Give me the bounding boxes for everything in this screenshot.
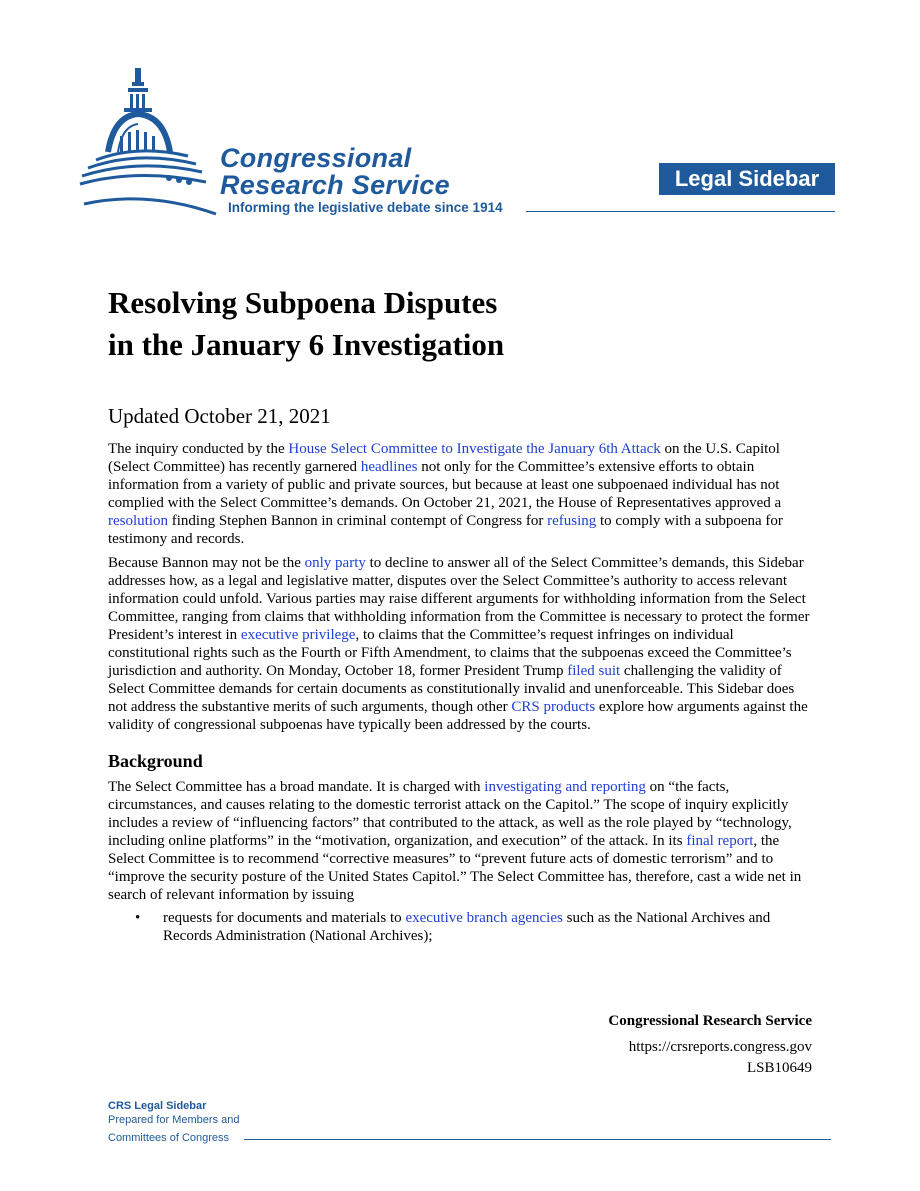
paragraph-1 bbox=[108, 440, 812, 549]
text: to decline to answer all of the Select Committee’s demands, this Sidebar addresses how, as a legal and legislative matter, disputes over the Select Committee’s authority to access relevant information could unfold. Various parties may raise different arguments for withholding information from the Select Committee, ranging from claims that withholding information from the Committee is necessary to protect the former President’s interest in bbox=[108, 554, 810, 643]
paragraph-2 bbox=[108, 554, 812, 735]
text: finding Stephen Bannon in criminal contempt of Congress for bbox=[168, 513, 548, 530]
text: , the Select Committee is to recommend “corrective measures” to “prevent future acts of domestic terrorism” and to “improve the security posture of the United States Capitol.” The Select Committee has, therefore, cast a wide net in search of relevant information by issuing bbox=[108, 832, 802, 904]
title-line2: in the January 6 Investigation bbox=[108, 327, 505, 362]
footer-url: https://crsreports.congress.gov bbox=[628, 1039, 812, 1055]
org-name-line1: Congressional bbox=[220, 143, 412, 173]
text: such as the National Archives and Records Administration (National Archives); bbox=[163, 910, 771, 945]
footer-code: LSB10649 bbox=[746, 1060, 812, 1076]
text: The Select Committee has a broad mandate. It is charged with bbox=[108, 778, 485, 795]
footer-org: Congressional Research Service bbox=[608, 1013, 812, 1029]
footer-left-line2: Prepared for Members and bbox=[108, 1114, 240, 1126]
link-select-committee[interactable]: House Select Committee to Investigate the January 6th Attack bbox=[288, 441, 661, 457]
text: challenging the validity of Select Committee demands for certain documents as constitutionally invalid and unenforceable. This Sidebar does not address the substantive merits of such arguments, though other bbox=[108, 663, 795, 716]
link-only-party[interactable]: only party bbox=[304, 554, 366, 571]
bullet-list bbox=[108, 909, 812, 945]
text: Because Bannon may not be the bbox=[108, 554, 305, 571]
text: on “the facts, circumstances, and causes relating to the domestic terrorist attack on the Capitol.” The scope of inquiry explicitly includes a review of “influencing factors” that contributed to the attack, as well as the role played by “technology, including online platforms” in the “motivation, organization, and execution” of the attack. In its bbox=[108, 778, 792, 849]
text: The inquiry conducted by the bbox=[108, 441, 289, 457]
footer-left-line3: Committees of Congress bbox=[108, 1132, 230, 1144]
list-item bbox=[135, 909, 812, 945]
link-crs-products[interactable]: CRS products bbox=[511, 699, 596, 716]
link-headlines[interactable]: headlines bbox=[360, 459, 418, 476]
link-final-report[interactable]: final report bbox=[686, 832, 754, 849]
footer-left-title: CRS Legal Sidebar bbox=[108, 1100, 207, 1112]
org-name bbox=[220, 145, 450, 199]
text: on the U.S. Capitol (Select Committee) has recently garnered bbox=[108, 441, 780, 476]
link-investigating-reporting[interactable]: investigating and reporting bbox=[484, 778, 646, 795]
paragraph-3 bbox=[108, 778, 812, 905]
link-executive-privilege[interactable]: executive privilege bbox=[240, 626, 356, 643]
body-content bbox=[108, 440, 812, 945]
text: to comply with a subpoena for testimony and records. bbox=[108, 513, 783, 548]
title-line1: Resolving Subpoena Disputes bbox=[108, 285, 498, 320]
text: requests for documents and materials to bbox=[163, 910, 406, 927]
text: not only for the Committee’s extensive efforts to obtain information from a variety of public and private sources, but because at least one subpoenaed individual has not complied with the Select Committee’s demands. On October 21, 2021, the House of Representatives approved a bbox=[108, 459, 782, 512]
updated-date: Updated October 21, 2021 bbox=[108, 404, 331, 428]
bullet-icon: • bbox=[135, 910, 141, 927]
text: explore how arguments against the validity of congressional subpoenas have typically been addressed by the courts. bbox=[108, 699, 808, 734]
link-executive-branch-agencies[interactable]: executive branch agencies bbox=[405, 910, 563, 927]
page-title bbox=[108, 282, 808, 366]
footer-rule bbox=[244, 1139, 831, 1140]
org-tagline: Informing the legislative debate since 1914 bbox=[228, 200, 503, 215]
link-refusing[interactable]: refusing bbox=[547, 513, 597, 530]
link-resolution[interactable]: resolution bbox=[108, 513, 168, 530]
link-filed-suit[interactable]: filed suit bbox=[567, 663, 621, 680]
org-name-line2: Research Service bbox=[220, 170, 450, 200]
section-heading-background: Background bbox=[108, 750, 203, 771]
text: , to claims that the Committee’s request infringes on individual constitutional rights such as the Fourth or Fifth Amendment, to claims that the subpoenas exceed the Committee’s jurisdiction and authority. On Monday, October 18, former President Trump bbox=[108, 626, 792, 680]
legal-sidebar-badge: Legal Sidebar bbox=[659, 163, 835, 195]
capitol-dome-logo bbox=[78, 64, 223, 216]
header-rule bbox=[526, 211, 835, 212]
